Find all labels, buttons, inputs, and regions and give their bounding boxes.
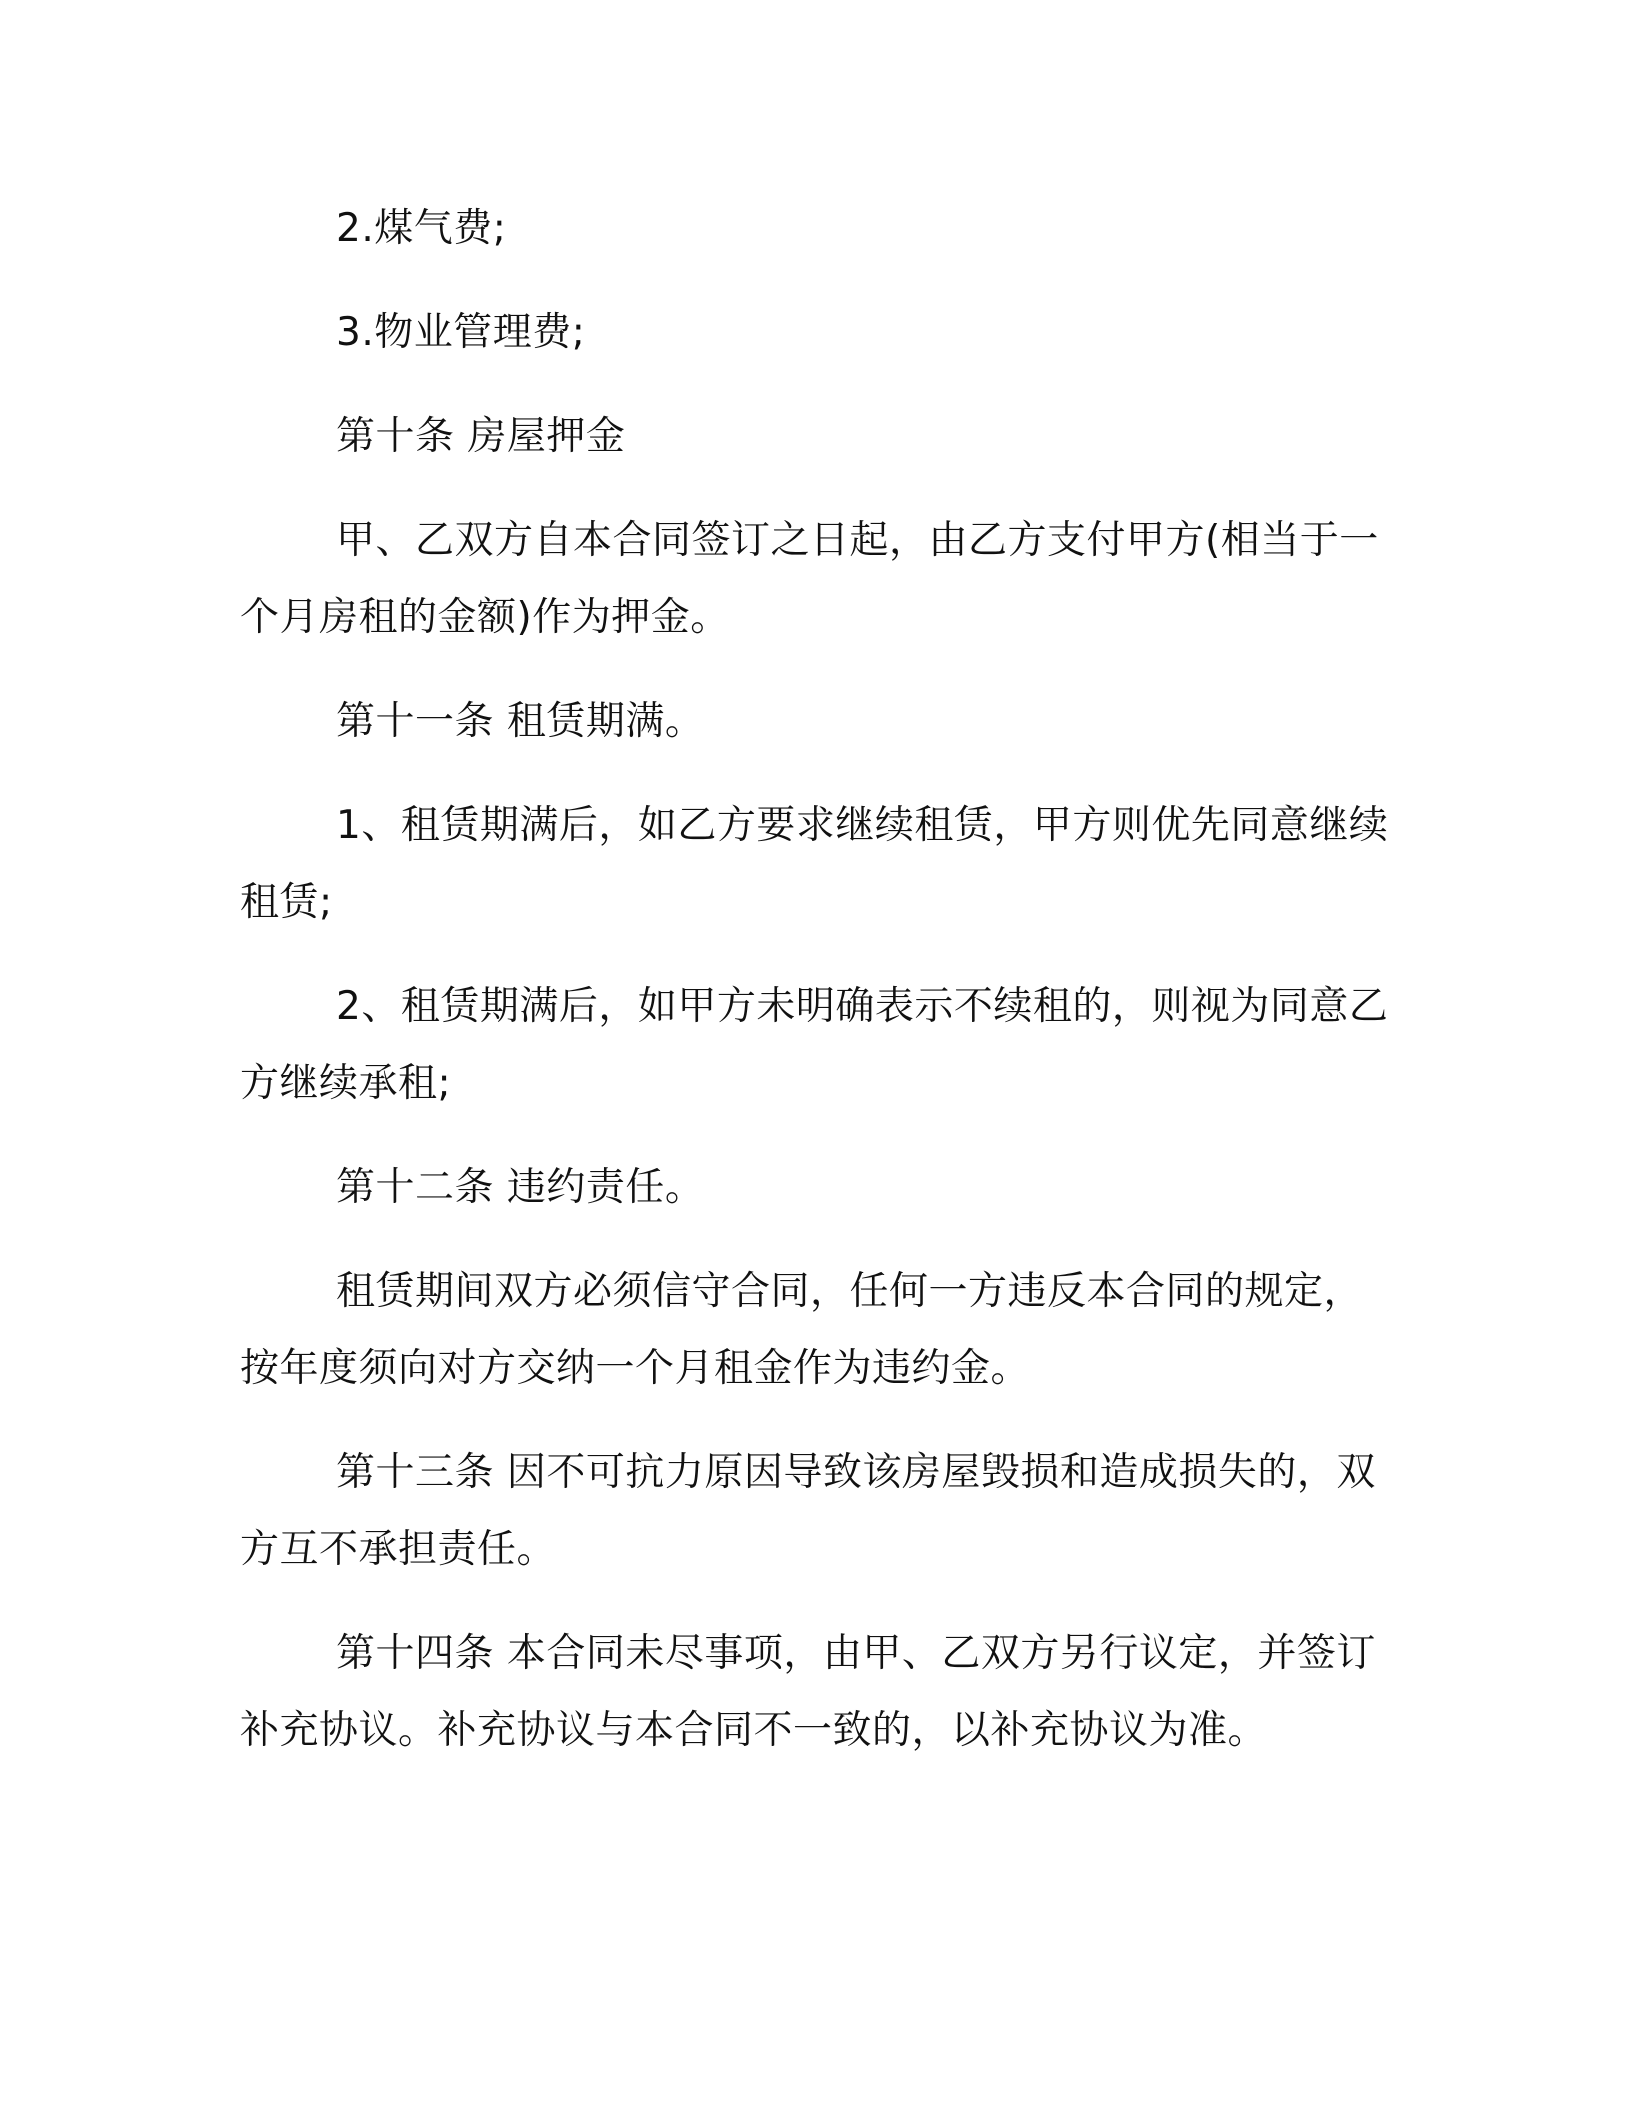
clause-11-heading: 第十一条 租赁期满。 xyxy=(336,699,705,744)
clause-10-body: 甲、乙双方自本合同签订之日起，由乙方支付甲方(相当于一个月房租的金额)作为押金。 xyxy=(240,518,1379,640)
clause-14: 第十四条 本合同未尽事项，由甲、乙双方另行议定，并签订补充协议。补充协议与本合同不一致的，以补充协议为准。 xyxy=(240,1631,1376,1753)
clause-10-heading: 第十条 房屋押金 xyxy=(336,414,626,459)
paragraph-property-fee: 3.物业管理费; xyxy=(336,310,586,355)
document-body xyxy=(240,190,1390,1796)
clause-12-body: 租赁期间双方必须信守合同，任何一方违反本合同的规定，按年度须向对方交纳一个月租金作为违约金。 xyxy=(240,1269,1364,1391)
clause-12-heading: 第十二条 违约责任。 xyxy=(336,1165,705,1210)
paragraph-gas-fee: 2.煤气费; xyxy=(336,206,507,251)
clause-11-item-2: 2、租赁期满后，如甲方未明确表示不续租的，则视为同意乙方继续承租; xyxy=(240,984,1389,1106)
clause-11-item-1: 1、租赁期满后，如乙方要求继续租赁，甲方则优先同意继续租赁; xyxy=(240,803,1389,925)
clause-13: 第十三条 因不可抗力原因导致该房屋毁损和造成损失的，双方互不承担责任。 xyxy=(240,1450,1376,1572)
